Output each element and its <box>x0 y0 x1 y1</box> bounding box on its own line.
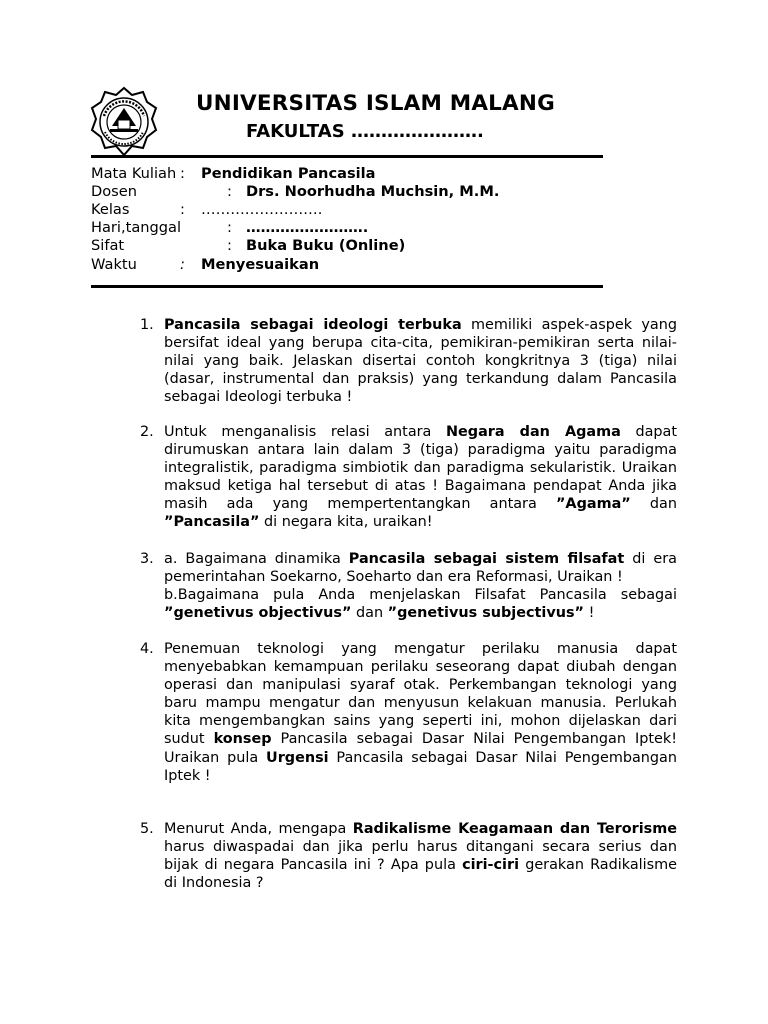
info-label: Waktu <box>91 256 137 273</box>
question-3 <box>140 550 677 622</box>
question-text <box>164 640 677 785</box>
info-rule <box>91 285 603 288</box>
info-sep: : <box>227 183 232 200</box>
info-label: Mata Kuliah <box>91 165 177 182</box>
info-value: Pendidikan Pancasila <box>201 165 376 182</box>
question-subpart-a <box>164 550 677 586</box>
faculty-title: FAKULTAS …………………. <box>246 121 484 142</box>
info-label: Kelas <box>91 201 130 218</box>
text-run: memiliki aspek-aspek yang bersifat ideal yang berupa cita-cita, pemikiran-pemikiran serta nilai-nilai yang baik. Jelaskan disertai contoh kongkritnya 3 (tiga) nilai (dasar, instrumental dan praksis) yang terkandung dalam Pancasila sebagai Ideologi terbuka ! <box>164 317 677 406</box>
bold-text-run: ”genetivus subjectivus” <box>387 605 584 622</box>
info-sep: : <box>180 165 185 182</box>
question-5 <box>140 820 677 892</box>
question-number: 5. <box>140 821 154 837</box>
info-value: ……………………. <box>201 201 323 218</box>
bold-text-run: ”Pancasila” <box>164 514 260 531</box>
text-run: Untuk menganalisis relasi antara <box>164 424 446 440</box>
bold-text-run: ciri-ciri <box>462 857 520 874</box>
question-number: 1. <box>140 317 154 333</box>
header-rule <box>91 155 603 158</box>
text-run: harus diwaspadai dan jika perlu harus ditangani secara serius dan bijak di negara Pancasila ini ? Apa pula <box>164 839 677 874</box>
question-number: 4. <box>140 641 154 657</box>
question-number: 2. <box>140 424 154 440</box>
text-run: b.Bagaimana pula Anda menjelaskan Filsafat Pancasila sebagai <box>164 587 677 604</box>
text-run: Menurut Anda, mengapa <box>164 821 353 837</box>
info-value: Drs. Noorhudha Muchsin, M.M. <box>246 183 500 200</box>
question-text <box>164 820 677 892</box>
question-text <box>164 316 677 406</box>
bold-text-run: Urgensi <box>266 749 329 766</box>
text-run: Pancasila sebagai Dasar Nilai Pengembangan Iptek ! <box>164 749 677 784</box>
text-run: ! <box>584 605 595 622</box>
question-subpart-b <box>164 586 677 622</box>
text-run: dan <box>351 605 388 622</box>
question-2 <box>140 423 677 532</box>
university-logo <box>90 86 158 158</box>
question-1 <box>140 316 677 406</box>
info-sep: : <box>180 201 185 218</box>
bold-text-run: Negara dan Agama <box>445 424 621 440</box>
text-run: di negara kita, uraikan! <box>259 514 433 531</box>
info-value: ……………………. <box>246 219 369 236</box>
text-run: gerakan Radikalisme di Indonesia ? <box>164 857 678 892</box>
info-value: Buka Buku (Online) <box>246 237 406 254</box>
bold-text-run: Pancasila sebagai sistem filsafat <box>348 551 625 567</box>
question-number: 3. <box>140 551 154 567</box>
info-sep: : <box>227 219 232 236</box>
text-run: dan <box>630 496 677 513</box>
text-run: a. Bagaimana dinamika <box>164 551 349 567</box>
text-run: Penemuan teknologi yang mengatur perilaku manusia dapat menyebabkan kemampuan perilaku seseorang dapat diubah dengan operasi dan manipulasi syaraf otak. Perkembangan teknologi yang baru mampu mengatur dan menyusun kelakuan manusia. Perlukah kita mengembangkan sains yang seperti ini, mohon dijelaskan dari sudut <box>164 641 677 748</box>
bold-text-run: ”genetivus objectivus” <box>164 605 352 622</box>
text-run: dapat dirumuskan antara lain dalam 3 (tiga) paradigma yaitu paradigma integralistik, paradigma simbiotik dan paradigma sekularistik. Uraikan maksud ketiga hal tersebut di atas ! Bagaimana pendapat Anda jika masih ada yang mempertentangkan antara <box>164 424 677 513</box>
info-label: Dosen <box>91 183 137 200</box>
info-label: Sifat <box>91 237 125 254</box>
bold-text-run: ”Agama” <box>555 496 631 513</box>
text-run: di era pemerintahan Soekarno, Soeharto dan era Reformasi, Uraikan ! <box>164 551 677 586</box>
text-run: Pancasila sebagai Dasar Nilai Pengembangan Iptek! Uraikan pula <box>164 731 677 766</box>
info-sep: : <box>227 237 232 254</box>
info-label: Hari,tanggal <box>91 219 182 236</box>
bold-text-run: Radikalisme Keagamaan dan Terorisme <box>352 821 677 837</box>
info-sep: : <box>180 256 185 273</box>
question-text <box>164 423 677 532</box>
question-4 <box>140 640 677 785</box>
bold-text-run: Pancasila sebagai ideologi terbuka <box>164 317 462 333</box>
university-title: UNIVERSITAS ISLAM MALANG <box>196 91 555 116</box>
bold-text-run: konsep <box>213 731 272 748</box>
info-value: Menyesuaikan <box>201 256 320 273</box>
